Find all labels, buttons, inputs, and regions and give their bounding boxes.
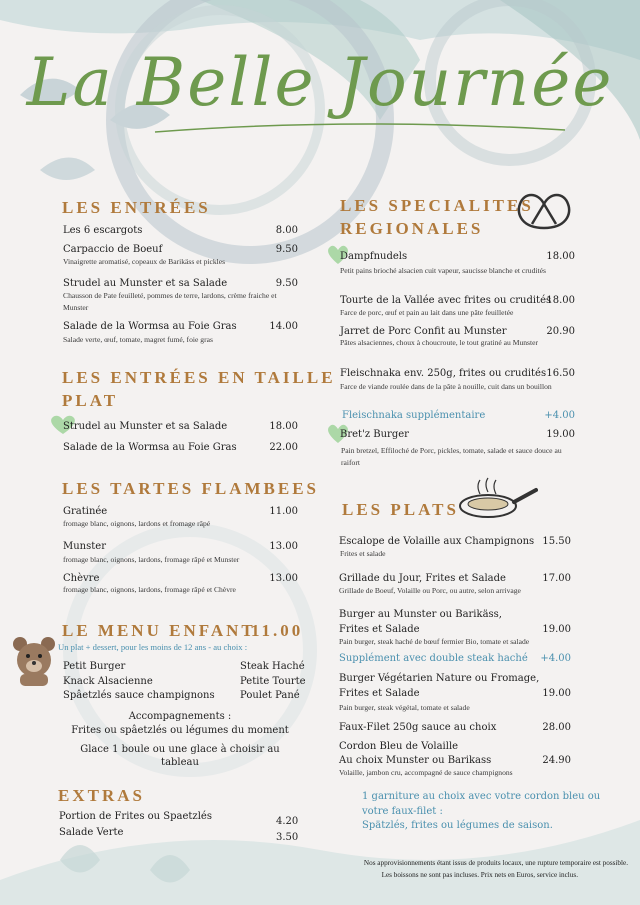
item-price: 11.00 xyxy=(269,506,298,517)
enfant-price: 11.00 xyxy=(251,621,304,640)
item-price: 14.00 xyxy=(269,321,298,332)
item-name: Burger Végétarien Nature ou Fromage, xyxy=(339,673,540,684)
item-price: +4.00 xyxy=(540,653,571,664)
title-underline xyxy=(150,112,570,142)
item-price: 8.00 xyxy=(275,225,298,236)
item-name: Cordon Bleu de Volaille xyxy=(339,741,459,752)
item-price: 24.90 xyxy=(542,755,571,766)
item-price: 19.00 xyxy=(542,624,571,635)
item-name: Escalope de Volaille aux Champignons xyxy=(339,536,535,547)
enfant-choice: Petit Burger xyxy=(63,661,126,672)
entrees-title: LES ENTRÉES xyxy=(62,198,211,217)
item-name: Carpaccio de Boeuf xyxy=(63,244,163,255)
enfant-choice: Poulet Pané xyxy=(240,690,300,701)
extras-title: EXTRAS xyxy=(58,786,145,805)
frying-pan-icon xyxy=(458,474,538,520)
item-price: 18.00 xyxy=(546,295,575,306)
item-price: 16.50 xyxy=(546,368,575,379)
item-desc: Volaille, jambon cru, accompagné de sauce champignons xyxy=(339,768,513,777)
item-name: Burger au Munster ou Barikäss, xyxy=(339,609,502,620)
item-name: Gratinée xyxy=(63,506,108,517)
item-price: 15.50 xyxy=(542,536,571,547)
teddy-bear-icon xyxy=(10,634,58,686)
item-name: Chèvre xyxy=(63,573,100,584)
item-name: Grillade du Jour, Frites et Salade xyxy=(339,573,506,584)
plats-note-1: 1 garniture au choix avec votre cordon bleu ou xyxy=(362,791,601,802)
item-price: 13.00 xyxy=(269,541,298,552)
item-desc: fromage blanc, oignons, lardons, fromage râpé et Chèvre xyxy=(63,585,236,594)
item-name: Faux-Filet 250g sauce au choix xyxy=(339,722,497,733)
item-price: 19.00 xyxy=(546,429,575,440)
plats-title: LES PLATS xyxy=(342,500,459,519)
item-desc: Farce de viande roulée dans de la pâte à nouille, cuit dans un bouillon xyxy=(340,382,552,391)
entrees-plat-title-1: LES ENTRÉES EN TAILLE xyxy=(62,368,336,387)
item-price: 20.90 xyxy=(546,326,575,337)
restaurant-title: La Belle Journée xyxy=(26,44,614,121)
item-price: 18.00 xyxy=(269,421,298,432)
enfant-acc-text: Frites ou spâetzlés ou légumes du moment xyxy=(71,725,289,736)
item-price: +4.00 xyxy=(544,410,575,421)
item-desc: Farce de porc, œuf et pain au lait dans une pâte feuilletée xyxy=(340,308,514,317)
item-price: 17.00 xyxy=(542,573,571,584)
item-name-2: Frites et Salade xyxy=(339,624,420,635)
footer-line-2: Les boissons ne sont pas incluses. Prix nets en Euros, service inclus. xyxy=(381,871,578,879)
enfant-choice: Petite Tourte xyxy=(240,676,306,687)
item-desc: Pain burger, steak haché de bœuf fermier Bio, tomate et salade xyxy=(339,637,530,646)
entrees-plat-title-2: PLAT xyxy=(62,391,119,410)
extra-price: 4.20 xyxy=(276,816,299,827)
enfant-choice: Knack Alsacienne xyxy=(63,676,153,687)
enfant-choice: Steak Haché xyxy=(240,661,305,672)
item-name: Supplément avec double steak haché xyxy=(339,653,528,664)
item-name: Jarret de Porc Confit au Munster xyxy=(340,326,507,337)
footer-line-1: Nos approvisionnements étant issus de produits locaux, une rupture temporaire est possible. xyxy=(363,859,628,867)
item-name: Dampfnudels xyxy=(340,251,408,262)
enfant-acc-title: Accompagnements : xyxy=(128,711,232,722)
enfant-choice: Spâetzlés sauce champignons xyxy=(63,690,215,701)
item-desc: Pain burger, steak végétal, tomate et salade xyxy=(339,703,470,712)
enfant-title: LE MENU ENFANT xyxy=(62,621,256,640)
tartes-title: LES TARTES FLAMBEES xyxy=(62,479,320,498)
item-desc: Pâtes alsaciennes, choux à choucroute, le tout gratiné au Munster xyxy=(340,338,539,347)
item-price: 22.00 xyxy=(269,442,298,453)
item-name: Salade de la Wormsa au Foie Gras xyxy=(63,442,237,453)
item-desc: Pain bretzel, Effiloché de Porc, pickles, tomate, salade et sauce douce au raifort xyxy=(341,446,562,467)
item-name: Les 6 escargots xyxy=(63,225,143,236)
item-desc: Frites et salade xyxy=(340,549,386,558)
item-desc: Grillade de Boeuf, Volaille ou Porc, ou autre, selon arrivage xyxy=(339,586,521,595)
specialites-title-2: REGIONALES xyxy=(340,219,484,238)
extra-name: Portion de Frites ou Spaetzlés xyxy=(59,811,212,822)
extra-price: 3.50 xyxy=(276,832,299,843)
item-desc: Salade verte, œuf, tomate, magret fumé, foie gras xyxy=(63,335,213,344)
item-price: 19.00 xyxy=(542,688,571,699)
extra-name: Salade Verte xyxy=(59,827,124,838)
item-name: Tourte de la Vallée avec frites ou crudités xyxy=(340,295,552,306)
item-desc: Chausson de Pate feuilleté, pommes de terre, lardons, crème fraiche et Munster xyxy=(63,291,277,312)
item-name-2: Frites et Salade xyxy=(339,688,420,699)
item-desc: Vinaigrette aromatisé, copeaux de Barikäss et pickles xyxy=(63,257,226,266)
item-price: 18.00 xyxy=(546,251,575,262)
item-name: Fleischnaka supplémentaire xyxy=(342,410,486,421)
item-name-2: Au choix Munster ou Barikass xyxy=(339,755,492,766)
enfant-subtitle: Un plat + dessert, pour les moins de 12 ans - au choix : xyxy=(58,642,248,652)
pretzel-icon xyxy=(512,184,576,234)
item-name: Fleischnaka env. 250g, frites ou crudités xyxy=(340,368,547,379)
item-desc: fromage blanc, oignons, lardons, fromage râpé et Munster xyxy=(63,555,240,564)
item-desc: Petit pains brioché alsacien cuit vapeur, saucisse blanche et crudités xyxy=(340,266,546,275)
item-name: Munster xyxy=(63,541,106,552)
item-desc: fromage blanc, oignons, lardons et fromage râpé xyxy=(63,519,211,528)
item-price: 9.50 xyxy=(275,278,298,289)
item-name: Strudel au Munster et sa Salade xyxy=(63,421,228,432)
item-price: 13.00 xyxy=(269,573,298,584)
item-name: Bret'z Burger xyxy=(340,429,409,440)
item-name: Strudel au Munster et sa Salade xyxy=(63,278,228,289)
specialites-title-1: LES SPECIALITES xyxy=(340,196,534,215)
plats-note-3: Spätzlés, frites ou légumes de saison. xyxy=(362,820,553,831)
plats-note-2: votre faux-filet : xyxy=(362,806,443,817)
item-name: Salade de la Wormsa au Foie Gras xyxy=(63,321,237,332)
item-price: 9.50 xyxy=(275,244,298,255)
item-price: 28.00 xyxy=(542,722,571,733)
enfant-glace: Glace 1 boule ou une glace à choisir au tableau xyxy=(80,744,280,768)
